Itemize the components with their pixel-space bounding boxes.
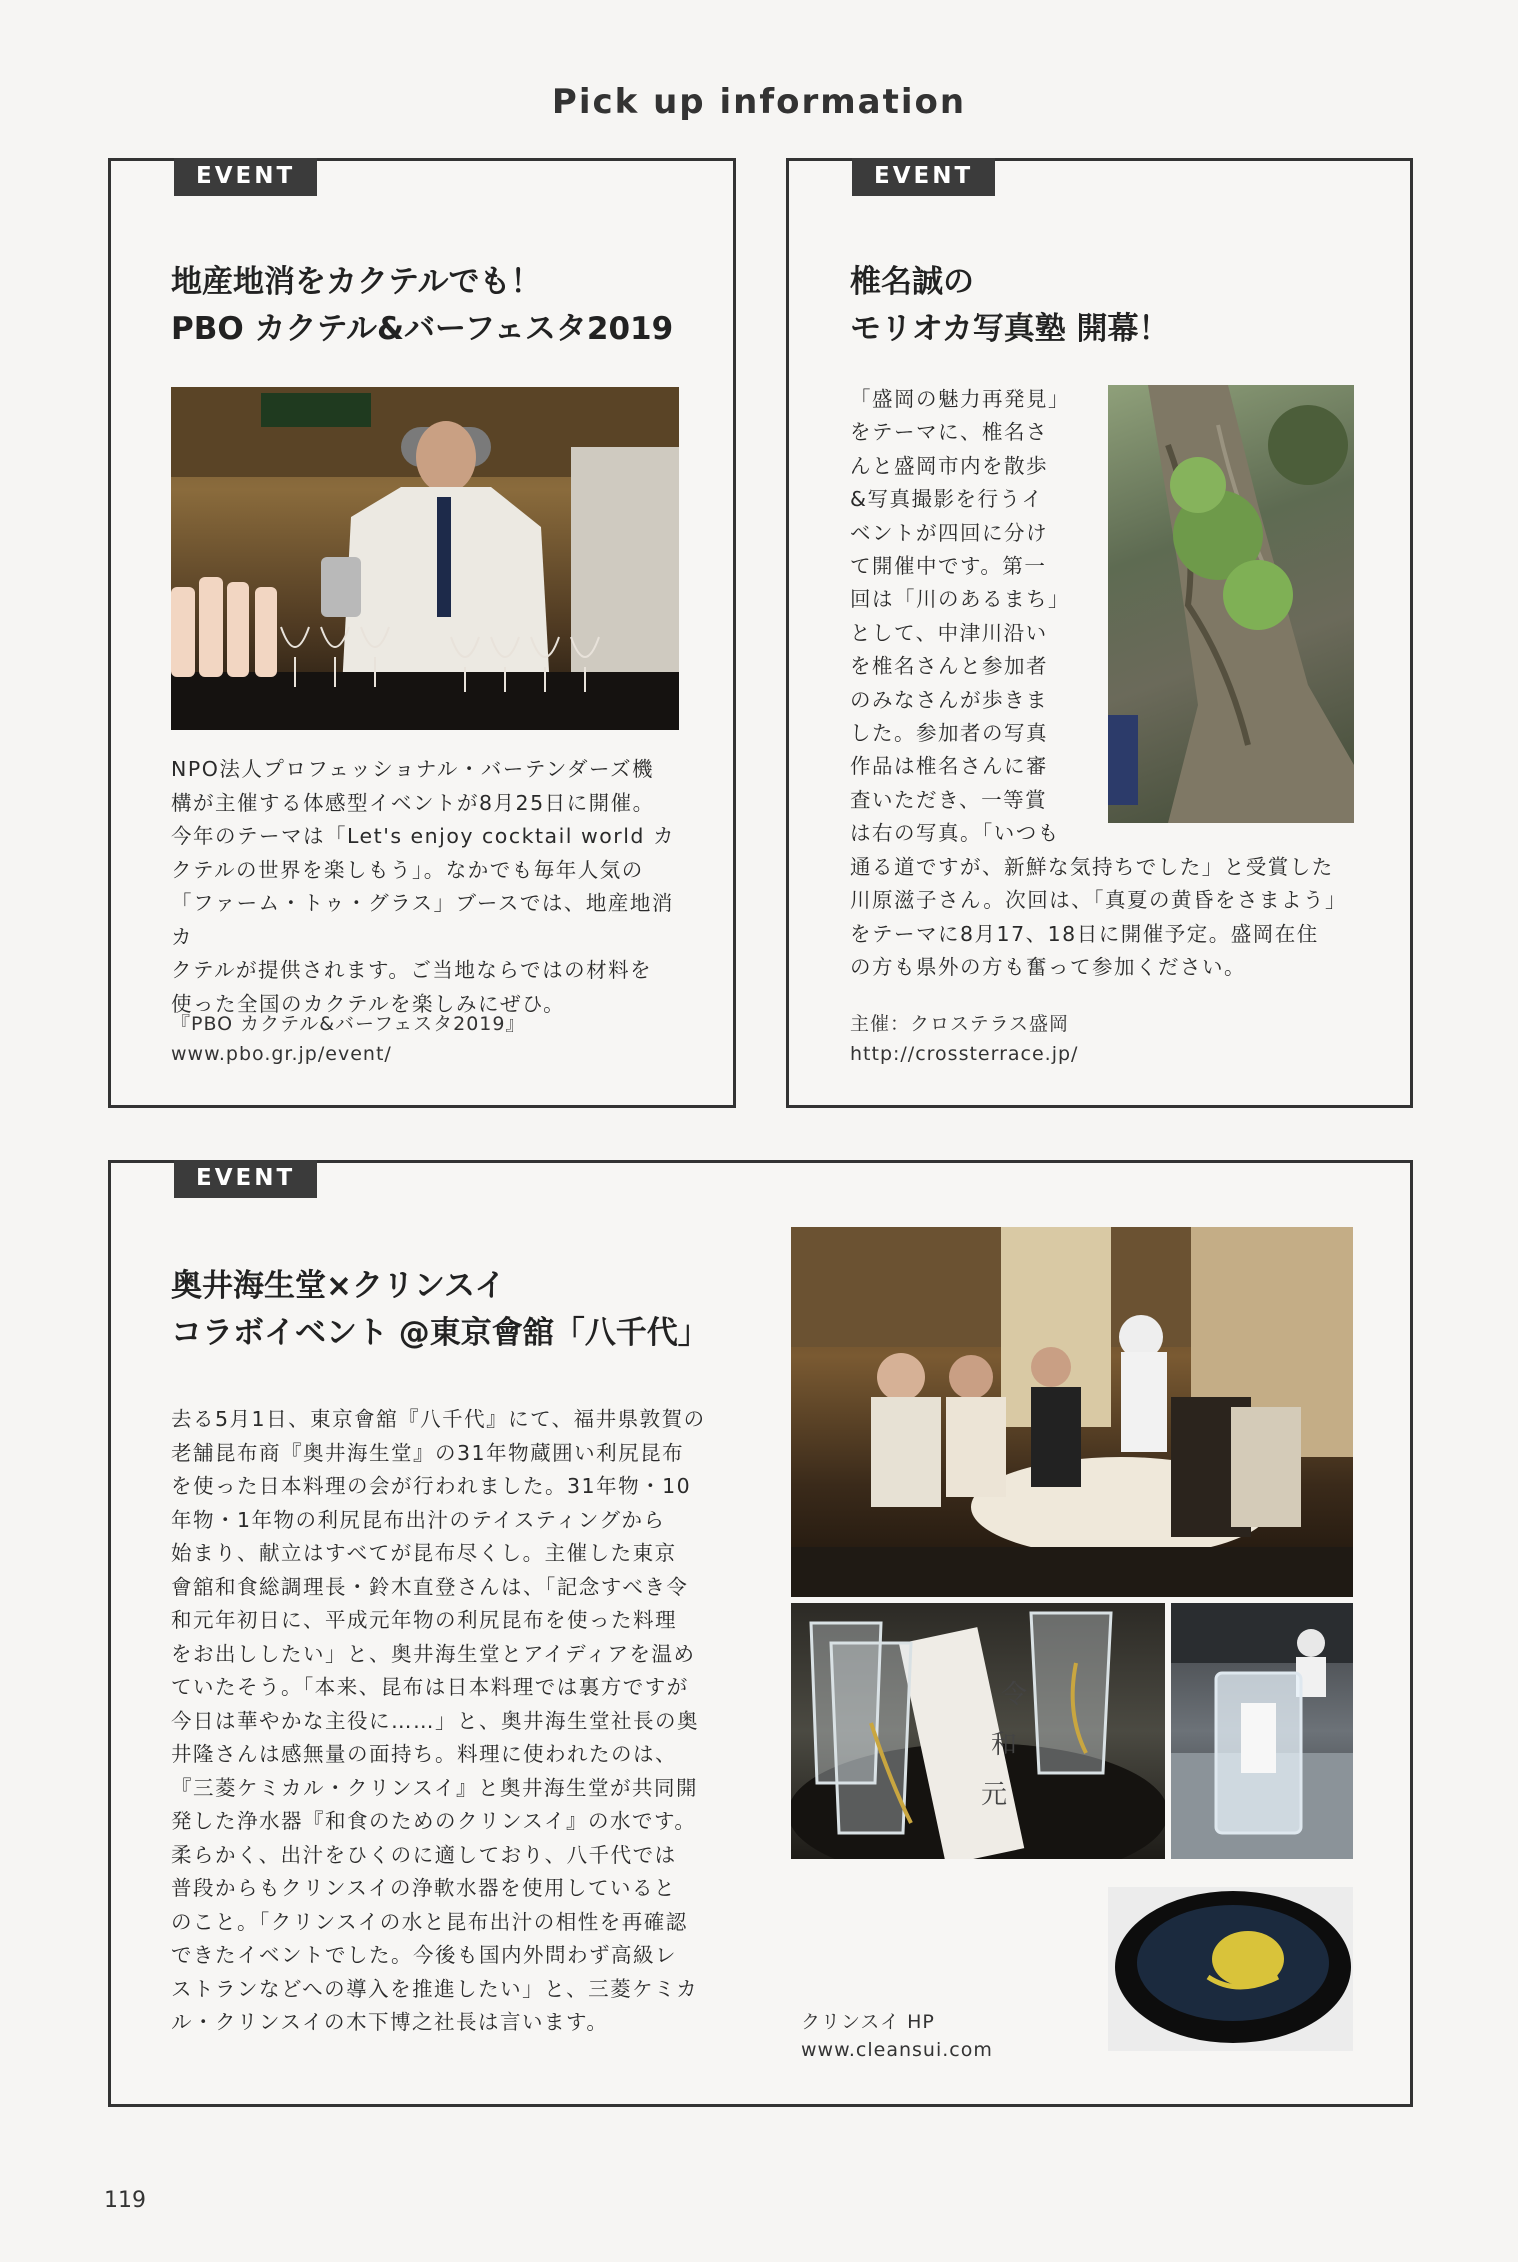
event-source bbox=[850, 1009, 1078, 1069]
source-url[interactable]: www.pbo.gr.jp/event/ bbox=[171, 1043, 392, 1065]
body-line: できたイベントでした。今後も国内外問わず高級レ bbox=[171, 1943, 677, 1967]
body-line: 普段からもクリンスイの浄軟水器を使用していると bbox=[171, 1876, 676, 1900]
body-line: のみなさんが歩きま bbox=[850, 687, 1048, 712]
body-line: 『三菱ケミカル・クリンスイ』と奥井海生堂が共同開 bbox=[171, 1775, 698, 1800]
event-title-line: コラボイベント @東京會舘「八千代」 bbox=[171, 1315, 709, 1351]
event-card-photo-school bbox=[786, 158, 1413, 1108]
body-line: ル・クリンスイの木下博之社長は言います。 bbox=[171, 2010, 609, 2034]
body-line: NPO法人プロフェッショナル・バーテンダーズ機 bbox=[171, 757, 655, 781]
body-line: 去る5月1日、東京會舘『八千代』にて、福井県敦賀の bbox=[171, 1407, 706, 1431]
event-title-line: 椎名誠の bbox=[850, 264, 974, 300]
body-line: をテーマに、椎名さ bbox=[850, 420, 1048, 445]
body-line: 通る道ですが、新鮮な気持ちでした」と受賞した bbox=[850, 854, 1334, 879]
glasses-photo bbox=[791, 1603, 1165, 1859]
body-line: をお出ししたい」と、奥井海生堂とアイディアを温め bbox=[171, 1641, 696, 1666]
glasses-illustration bbox=[791, 1603, 1165, 1859]
body-line: 井隆さんは感無量の面持ち。料理に使われたのは、 bbox=[171, 1742, 677, 1766]
dining-illustration bbox=[791, 1227, 1353, 1597]
body-line: ベントが四回に分け bbox=[850, 520, 1048, 545]
body-line: て開催中です。第一 bbox=[850, 554, 1047, 579]
event-title-line: PBO カクテル&バーフェスタ2019 bbox=[171, 311, 674, 347]
soup-bowl-illustration bbox=[1108, 1887, 1353, 2051]
body-line: として、中津川沿い bbox=[850, 620, 1048, 645]
event-title-line: モリオカ写真塾 開幕！ bbox=[850, 311, 1170, 347]
body-line: 始まり、献立はすべてが昆布尽くし。主催した東京 bbox=[171, 1541, 677, 1565]
body-line: 発した浄水器『和食のためのクリンスイ』の水です。 bbox=[171, 1809, 697, 1833]
body-line: んと盛岡市内を散歩 bbox=[850, 453, 1048, 478]
body-line: 和元年初日に、平成元年物の利尻昆布を使った料理 bbox=[171, 1608, 677, 1632]
page-number: 119 bbox=[104, 2188, 146, 2213]
body-line: 「ファーム・トゥ・グラス」ブースでは、地産地消カ bbox=[171, 891, 674, 949]
source-title: クリンスイ HP bbox=[801, 2011, 935, 2033]
body-line: 回は「川のあるまち」 bbox=[850, 587, 1070, 612]
event-source bbox=[801, 2008, 993, 2064]
body-line: クテルが提供されます。ご当地ならではの材料を bbox=[171, 958, 653, 982]
dining-room-photo bbox=[791, 1227, 1353, 1597]
body-line: は右の写真。「いつも bbox=[850, 821, 1060, 846]
body-line: のこと。「クリンスイの水と昆布出汁の相性を再確認 bbox=[171, 1909, 688, 1934]
event-source bbox=[171, 1009, 525, 1069]
body-line: を椎名さんと参加者 bbox=[850, 654, 1048, 679]
event-tag: EVENT bbox=[174, 158, 317, 196]
source-title: 『PBO カクテル&バーフェスタ2019』 bbox=[171, 1013, 526, 1035]
bartender-photo bbox=[171, 387, 679, 730]
source-url[interactable]: www.cleansui.com bbox=[801, 2039, 993, 2061]
body-line: を使った日本料理の会が行われました。31年物・10 bbox=[171, 1474, 692, 1498]
body-line: をテーマに8月17、18日に開催予定。盛岡在住 bbox=[850, 921, 1319, 946]
event-body bbox=[171, 1403, 731, 2040]
soup-photo bbox=[1108, 1887, 1353, 2051]
source-organizer: 主催：クロステラス盛岡 bbox=[850, 1013, 1070, 1035]
body-line: ストランなどへの導入を推進したい」と、三菱ケミカ bbox=[171, 1976, 699, 2001]
event-title bbox=[850, 259, 1170, 353]
source-url[interactable]: http://crossterrace.jp/ bbox=[850, 1043, 1079, 1065]
event-body bbox=[171, 753, 691, 1021]
body-line: の方も県外の方も奮って参加ください。 bbox=[850, 954, 1246, 979]
event-title bbox=[171, 1263, 709, 1357]
body-line: 使った全国のカクテルを楽しみにぜひ。 bbox=[171, 991, 566, 1016]
event-title-line: 奥井海生堂×クリンスイ bbox=[171, 1268, 506, 1304]
event-body bbox=[850, 383, 1390, 984]
body-line: 會舘和食総調理長・鈴木直登さんは、「記念すべき令 bbox=[171, 1574, 689, 1599]
body-line: 年物・1年物の利尻昆布出汁のテイスティングから bbox=[171, 1507, 666, 1532]
event-card-cleansui bbox=[108, 1160, 1413, 2107]
event-tag: EVENT bbox=[852, 158, 995, 196]
body-line: 柔らかく、出汁をひくのに適しており、八千代では bbox=[171, 1842, 677, 1867]
page-title: Pick up information bbox=[551, 82, 967, 122]
water-filter-photo bbox=[1171, 1603, 1353, 1859]
body-line: した。参加者の写真 bbox=[850, 721, 1048, 746]
body-line: 「盛岡の魅力再発見」 bbox=[850, 387, 1070, 411]
menu-card-char: 元 bbox=[981, 1780, 1008, 1810]
body-line: 川原滋子さん。次回は、「真夏の黄昏をさまよう」 bbox=[850, 888, 1347, 913]
body-line: 老舗昆布商『奥井海生堂』の31年物蔵囲い利尻昆布 bbox=[171, 1440, 685, 1465]
body-line: &写真撮影を行うイ bbox=[850, 487, 1044, 512]
event-card-pbo bbox=[108, 158, 736, 1108]
event-title bbox=[171, 259, 673, 353]
menu-card-char: 和 bbox=[991, 1730, 1018, 1760]
event-title-line: 地産地消をカクテルでも！ bbox=[171, 264, 542, 300]
bartender-illustration bbox=[171, 387, 679, 730]
body-line: 作品は椎名さんに審 bbox=[850, 754, 1048, 779]
menu-card-char: 令 bbox=[1001, 1680, 1028, 1710]
body-line: 今年のテーマは「Let's enjoy cocktail world カ bbox=[171, 824, 675, 848]
event-tag: EVENT bbox=[174, 1160, 317, 1198]
body-line: ていたそう。「本来、昆布は日本料理では裏方ですが bbox=[171, 1675, 689, 1699]
body-line: 今日は華やかな主役に……」と、奥井海生堂社長の奥 bbox=[171, 1708, 699, 1733]
body-line: 構が主催する体感型イベントが8月25日に開催。 bbox=[171, 790, 655, 815]
body-line: クテルの世界を楽しもう」。なかでも毎年人気の bbox=[171, 857, 644, 882]
body-line: 査いただき、一等賞 bbox=[850, 787, 1048, 812]
filter-illustration bbox=[1171, 1603, 1353, 1859]
